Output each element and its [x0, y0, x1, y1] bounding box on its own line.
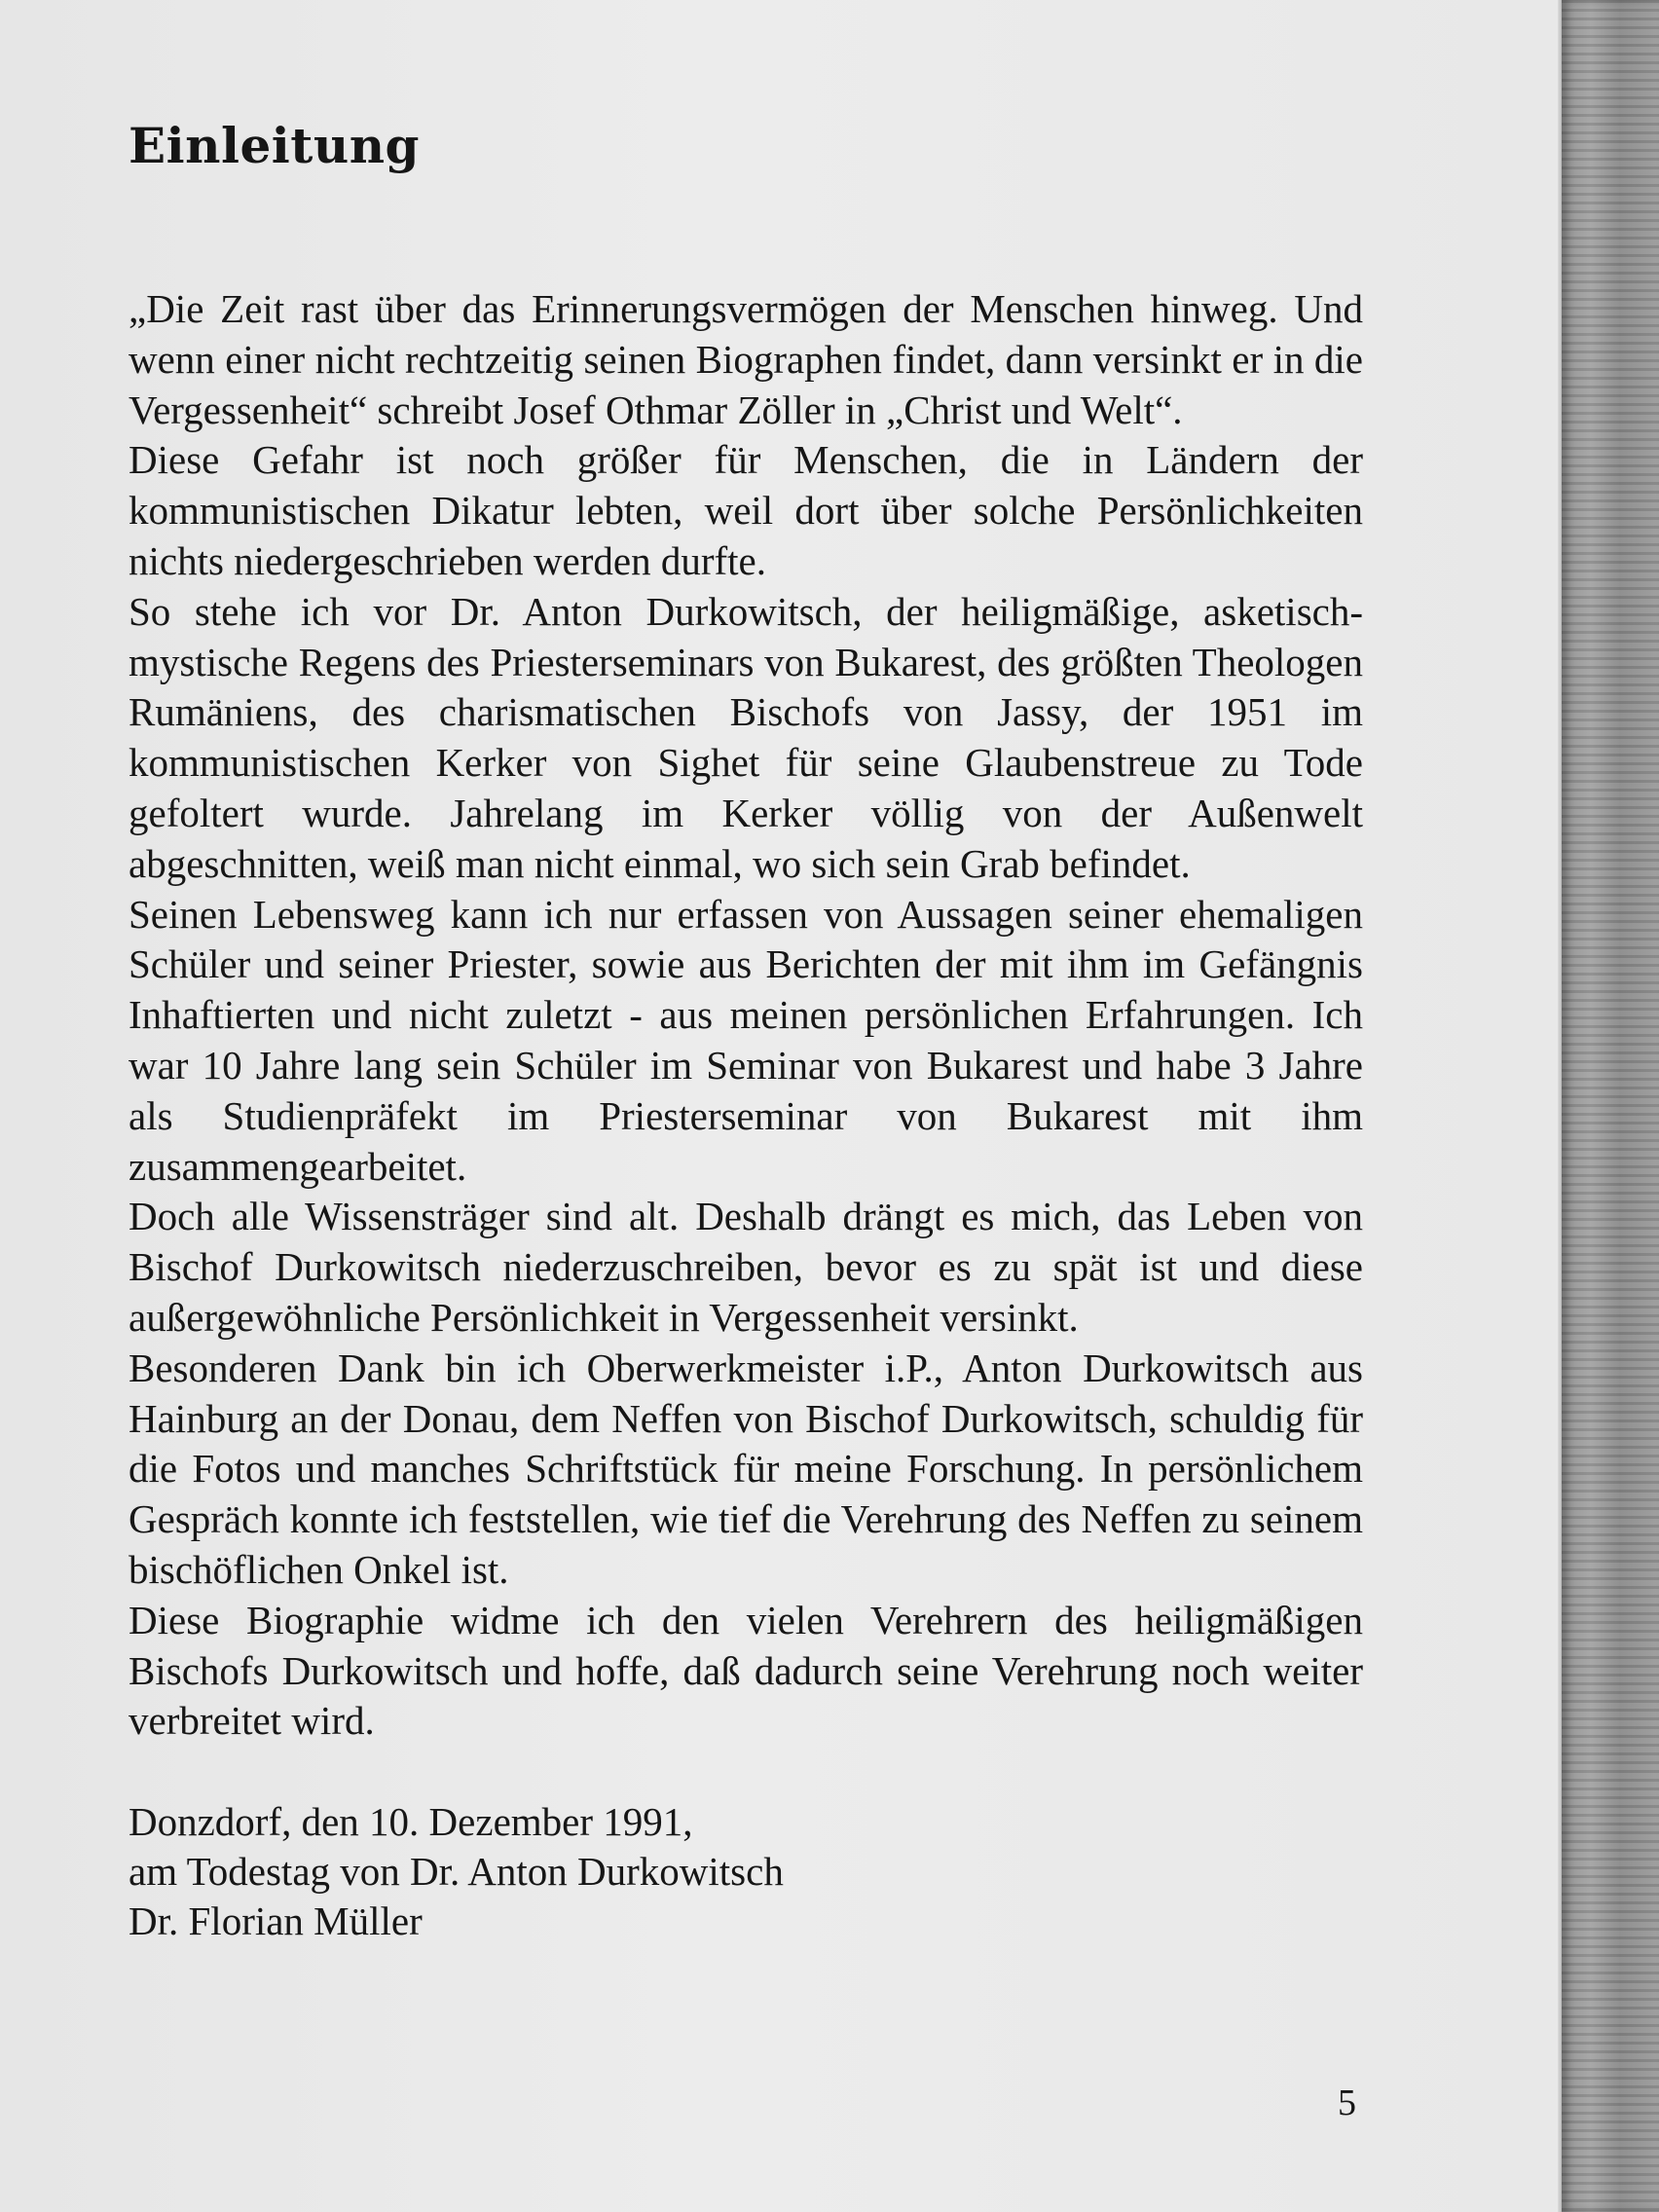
page-number: 5 — [1338, 2083, 1356, 2123]
book-spine — [1562, 0, 1659, 2212]
paragraph-quote: „Die Zeit rast über das Erinnerungsvermögen der Menschen hinweg. Und wenn einer nicht rechtzeitig seinen Biographen findet, dann versinkt er in die Vergessenheit“ schreibt Josef Othmar Zöller in „Christ und Welt“. — [129, 286, 1363, 432]
signature-place-date: Donzdorf, den 10. Dezember 1991, — [129, 1799, 693, 1845]
paragraph-danger: Diese Gefahr ist noch größer für Menschen, die in Ländern der kommunistischen Dikatur lebten, weil dort über solche Persönlichkeiten nichts niedergeschrieben werden durfte. — [129, 437, 1363, 583]
signature-occasion: am Todestag von Dr. Anton Durkowitsch — [129, 1849, 784, 1895]
signature-author: Dr. Florian Müller — [129, 1899, 423, 1944]
paragraph-widmung: Diese Biographie widme ich den vielen Verehrern des heiligmäßigen Bischofs Durkowitsch und hoffe, daß dadurch seine Verehrung noch weiter verbreitet wird. — [129, 1597, 1363, 1744]
paragraph-wissenstraeger: Doch alle Wissensträger sind alt. Deshalb drängt es mich, das Leben von Bischof Durkowitsch niederzuschreiben, bevor es zu spät ist und diese außergewöhnliche Persönlichkeit in Vergessenheit versinkt. — [129, 1194, 1363, 1340]
paragraph-lebensweg: Seinen Lebensweg kann ich nur erfassen von Aussagen seiner ehemaligen Schüler und seiner Priester, sowie aus Berichten der mit ihm im Gefängnis Inhaftierten und nicht zuletzt - aus meinen persönlichen Erfahrungen. Ich war 10 Jahre lang sein Schüler im Seminar von Bukarest und habe 3 Jahre als Studienpräfekt im Priesterseminar von Bukarest mit ihm zusammengearbeitet. — [129, 891, 1363, 1189]
paragraph-durkowitsch: So stehe ich vor Dr. Anton Durkowitsch, der heiligmäßige, asketisch-mystische Regens des Priesterseminars von Bukarest, des größten Theologen Rumäniens, des charismatischen Bischofs von Jassy, der 1951 im kommunistischen Kerker von Sighet für seine Glaubenstreue zu Tode gefoltert wurde. Jahrelang im Kerker völlig von der Außenwelt abgeschnitten, weiß man nicht einmal, wo sich sein Grab befindet. — [129, 588, 1363, 886]
page-title: Einleitung — [129, 117, 421, 174]
paragraph-dank: Besonderen Dank bin ich Oberwerkmeister i.P., Anton Durkowitsch aus Hainburg an der Donau, dem Neffen von Bischof Durkowitsch, schuldig für die Fotos und manches Schriftstück für meine Forschung. In persönlichem Gespräch konnte ich feststellen, wie tief die Verehrung des Neffen zu seinem bischöflichen Onkel ist. — [129, 1345, 1363, 1592]
signature-block — [129, 1797, 1363, 1946]
page-content — [129, 115, 1363, 1946]
